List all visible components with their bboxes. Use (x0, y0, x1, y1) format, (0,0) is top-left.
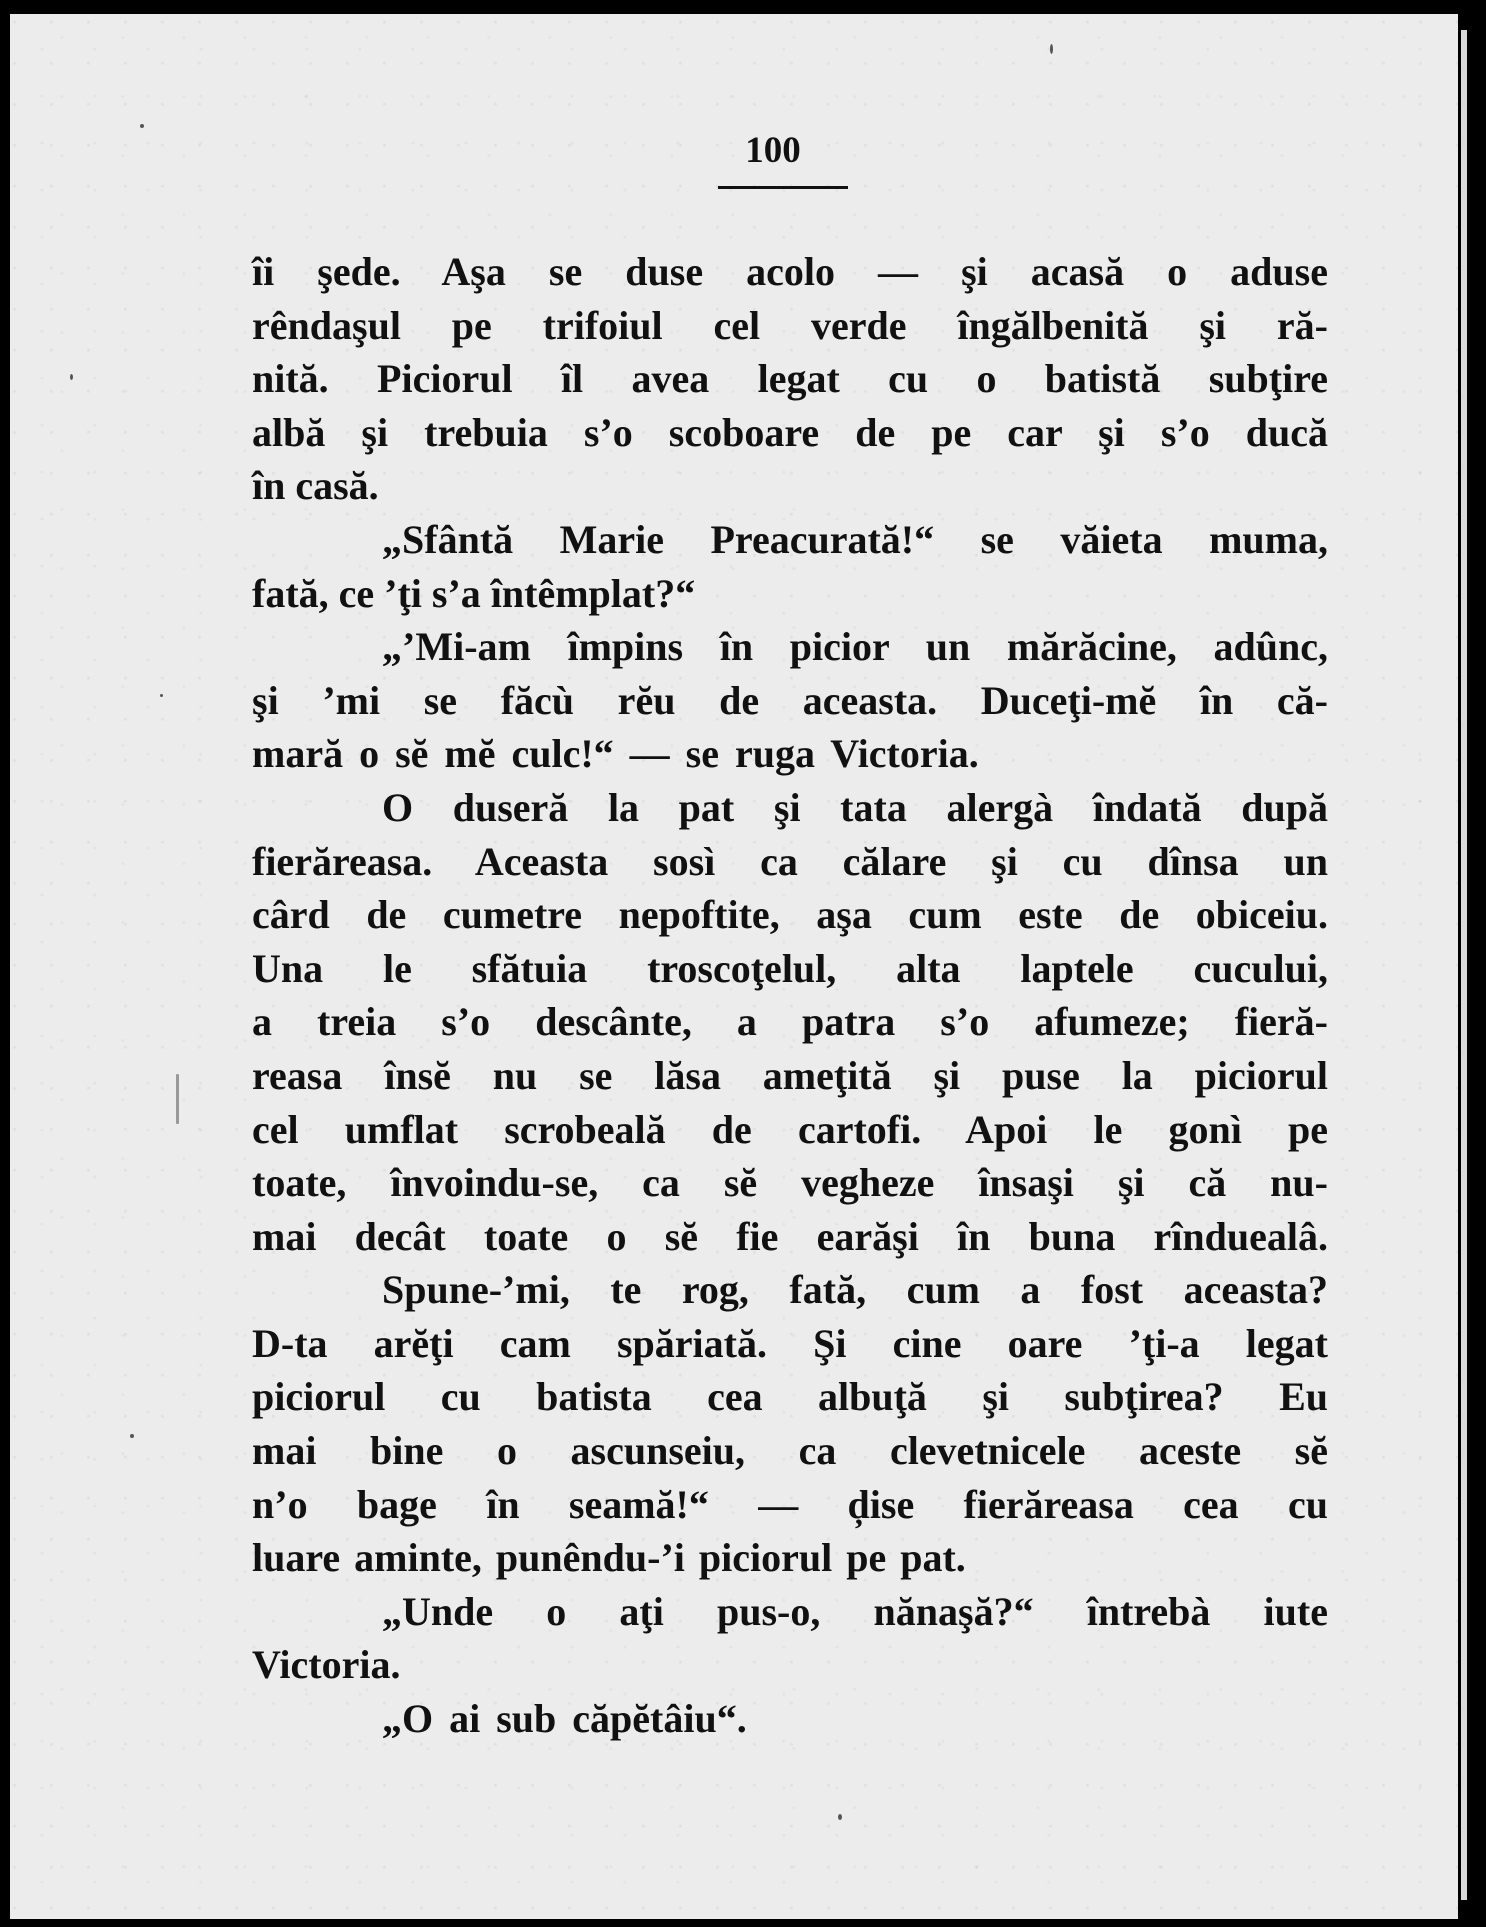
text-line: fată, ce ’ţi s’a întêmplat?“ (252, 570, 696, 616)
paper-speck (130, 1434, 134, 1438)
text-line: piciorul cu batista cea albuţă şi subţirea? Eu (252, 1374, 1328, 1420)
text-line: Victoria. (252, 1642, 401, 1688)
text-line: fierăreasa. Aceasta sosì ca călare şi cu dînsa un (252, 838, 1328, 884)
text-line: Una le sfătuia troscoţelul, alta laptele cucului, (252, 945, 1328, 991)
text-line: cârd de cumetre nepoftite, aşa cum este de obiceiu. (252, 892, 1328, 938)
paper-speck (838, 1814, 842, 1820)
text-line: mai decât toate o sĕ fie earăşi în buna rînduealâ. (252, 1213, 1328, 1259)
text-line: rêndaşul pe trifoiul cel verde îngălbenită şi ră- (252, 302, 1328, 348)
text-line: n’o bage în seamă!“ — ḑise fierăreasa cea cu (252, 1481, 1328, 1527)
paper-speck (140, 124, 144, 128)
text-line: Spune-’mi, te rog, fată, cum a fost aceasta? (382, 1267, 1328, 1313)
text-line: reasa însĕ nu se lăsa ameţită şi puse la piciorul (252, 1052, 1328, 1098)
text-line: O duseră la pat şi tata alergà îndată după (382, 784, 1328, 830)
text-line: albă şi trebuia s’o scoboare de pe car şi s’o ducă (252, 409, 1328, 455)
scan-edge-highlight (1461, 30, 1467, 1900)
text-line: în casă. (252, 463, 379, 509)
text-line: luare aminte, punêndu-’i piciorul pe pat. (252, 1535, 966, 1581)
paper-speck (70, 374, 73, 380)
text-line: îi şede. Aşa se duse acolo — şi acasă o aduse (252, 249, 1328, 294)
body-text (252, 245, 1328, 1746)
text-line: nită. Piciorul îl avea legat cu o batistă subţire (252, 356, 1328, 402)
page-number: 100 (745, 130, 801, 171)
text-line: „O ai sub căpĕtâiu“. (382, 1696, 747, 1742)
text-line: „Unde o aţi pus-o, nănaşă?“ întrebà iute (382, 1588, 1328, 1634)
text-line: a treia s’o descânte, a patra s’o afumeze; fieră- (252, 999, 1328, 1045)
text-line: D-ta arĕţi cam spăriată. Şi cine oare ’ţi-a legat (252, 1320, 1328, 1366)
text-line: „’Mi-am împins în picior un mărăcine, adûnc, (382, 624, 1328, 670)
text-line: toate, învoindu-se, ca sĕ vegheze însaşi şi că nu- (252, 1160, 1328, 1206)
text-line: „Sfântă Marie Preacurată!“ se văieta muma, (382, 516, 1328, 562)
paper-speck (176, 1074, 179, 1124)
text-line: şi ’mi se făcù rĕu de aceasta. Duceţi-mĕ în că- (252, 677, 1328, 723)
text-line: mai bine o ascunseiu, ca clevetnicele aceste sĕ (252, 1428, 1328, 1474)
page-number-rule (718, 186, 848, 189)
paper-speck (160, 694, 163, 697)
text-line: mară o sĕ mĕ culc!“ — se ruga Victoria. (252, 731, 979, 777)
text-line: cel umflat scrobeală de cartofi. Apoi le gonì pe (252, 1106, 1328, 1152)
paper-speck (1050, 44, 1053, 54)
